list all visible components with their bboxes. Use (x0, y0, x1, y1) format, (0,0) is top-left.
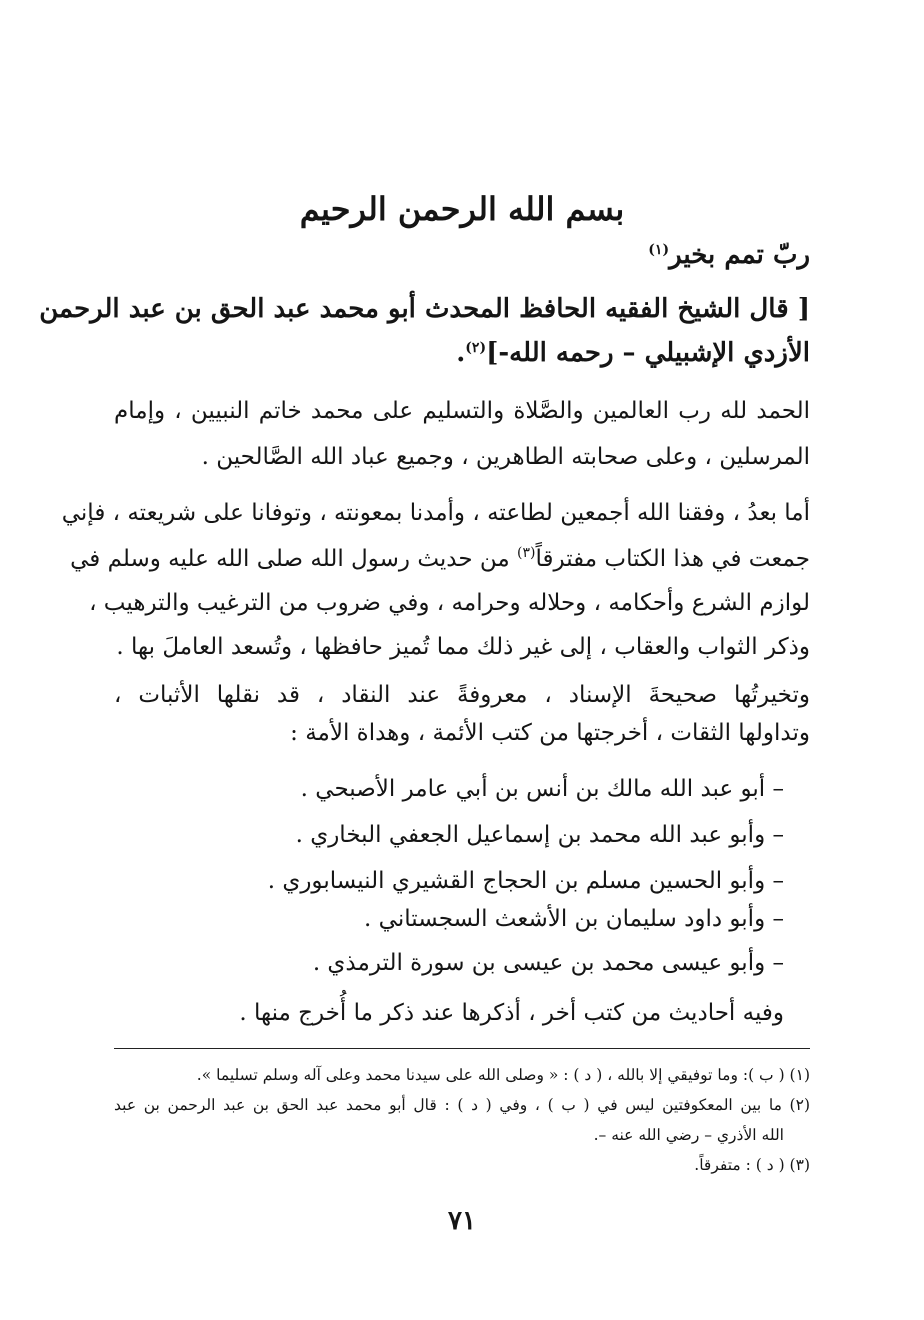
imam-list-item: – وأبو عيسى محمد بن عيسى بن سورة الترمذي . (312, 950, 784, 976)
para2-line-2-b: من حديث رسول الله صلى الله عليه وسلم في (70, 546, 518, 572)
footnote-2-line-1: (٢) ما بين المعكوفتين ليس في ( ب ) ، وفي ( د ) : قال أبو محمد عبد الحق بن عبد الرحمن بن عبد (114, 1096, 810, 1114)
para3-line-2: وتداولها الثقات ، أخرجتها من كتب الأئمة ، وهداة الأمة : (290, 720, 810, 746)
footnote-ref-2: (٢) (465, 340, 487, 356)
imam-list-item: – وأبو داود سليمان بن الأشعث السجستاني . (364, 906, 784, 932)
para3-line-1: وتخيرتُها صحيحةَ الإسناد ، معروفةً عند النقاد ، قد نقلها الأثبات ، (114, 682, 810, 708)
para2-line-2-a: جمعت في هذا الكتاب مفترقاً (535, 546, 810, 572)
para2-line-3: لوازم الشرع وأحكامه ، وحلاله وحرامه ، وفي ضروب من الترغيب والترهيب ، (89, 590, 810, 616)
header-line-2-text: الأزدي الإشبيلي – رحمه الله-] (486, 338, 810, 368)
imam-list-item: – أبو عبد الله مالك بن أنس بن أبي عامر الأصبحي . (300, 776, 784, 802)
footnote-2-line-2: الله الأذري – رضي الله عنه –. (593, 1126, 784, 1144)
para1-line-1: الحمد لله رب العالمين والصَّلاة والتسليم على محمد خاتم النبيين ، وإمام (114, 398, 810, 424)
footnote-3: (٣) ( د ) : متفرقاً. (694, 1156, 810, 1174)
para2-line-4: وذكر الثواب والعقاب ، إلى غير ذلك مما تُميز حافظها ، وتُسعد العاملَ بها . (116, 634, 810, 660)
footnote-ref-3: (٣) (517, 545, 536, 561)
basmala: بسم الله الرحمن الرحيم (299, 190, 625, 228)
footnote-separator (114, 1048, 810, 1049)
para4: وفيه أحاديث من كتب أخر ، أذكرها عند ذكر ما أُخرج منها . (239, 1000, 784, 1026)
imam-list-item: – وأبو عبد الله محمد بن إسماعيل الجعفي البخاري . (295, 822, 784, 848)
header-line-1: [ قال الشيخ الفقيه الحافظ المحدث أبو محمد عبد الحق بن عبد الرحمن (39, 294, 810, 324)
para2-line-1: أما بعدُ ، وفقنا الله أجمعين لطاعته ، وأمدنا بمعونته ، وتوفانا على شريعته ، فإني (61, 500, 810, 526)
para1-line-2: المرسلين ، وعلى صحابته الطاهرين ، وجميع عباد الله الصَّالحين . (201, 444, 810, 470)
para2-line-2 (70, 545, 810, 572)
imam-list-item: – وأبو الحسين مسلم بن الحجاج القشيري النيسابوري . (267, 868, 784, 894)
footnote-1: (١) ( ب ): وما توفيقي إلا بالله ، ( د ) : « وصلى الله على سيدنا محمد وعلى آله وسلم تسليما ». (196, 1066, 810, 1084)
footnote-ref-1: (١) (648, 242, 670, 258)
invocation-line (648, 240, 810, 270)
invocation-text: ربّ تمم بخير (669, 240, 810, 270)
header-line-2-end: . (456, 338, 466, 368)
header-line-2 (456, 338, 810, 368)
page-number: ٧١ (448, 1206, 476, 1236)
